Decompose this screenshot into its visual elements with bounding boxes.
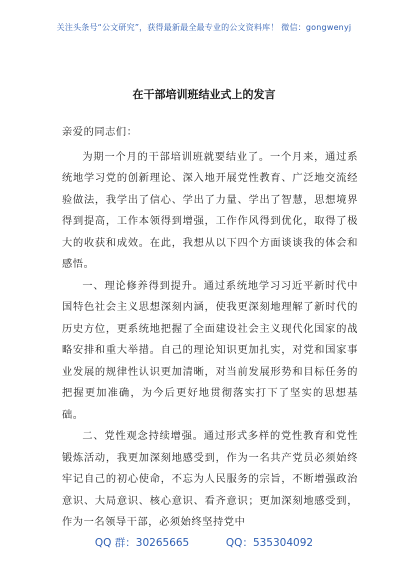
footer-qq-group: QQ 群：30265665 xyxy=(94,537,190,549)
document-body xyxy=(62,122,358,534)
paragraph-intro: 为期一个月的干部培训班就要结业了。一个月来，通过系统地学习党的创新理论、深入地开展党性教育、广泛地交流经验做法，我学出了信心、学出了力量、学出了智慧，思想境界得到提高，工作本领得到增强，工作作风得到优化，取得了极大的收获和成效。在此，我想从以下四个方面谈谈我的体会和感悟。 xyxy=(62,151,358,270)
footer-contact xyxy=(0,535,408,550)
salutation: 亲爱的同志们： xyxy=(62,127,138,138)
footer-qq: QQ：535304092 xyxy=(225,537,314,549)
header-banner: 关注头条号“公文研究”，获得最新最全最专业的公文资料库！ 微信：gongwenyj xyxy=(56,23,352,32)
paragraph-theory: 一、理论修养得到提升。通过系统地学习习近平新时代中国特色社会主义思想深刻内涵，使我更深刻地理解了新时代的历史方位，更系统地把握了全面建设社会主义现代化国家的战略安排和重大举措。自己的理论知识更加扎实，对党和国家事业发展的规律性认识更加清晰，对当前发展形势和目标任务的把握更加准确，为今后更好地贯彻落实打下了坚实的思想基础。 xyxy=(62,280,358,421)
paragraph-party-spirit: 二、党性观念持续增强。通过形式多样的党性教育和党性锻炼活动，我更加深刻地感受到，作为一名共产党员必须始终牢记自己的初心使命，不忘为人民服务的宗旨，不断增强政治意识、大局意识、核心意识、看齐意识；更加深刻地感受到，作为一名领导干部，必须始终坚持党中 xyxy=(62,431,358,528)
document-title: 在干部培训班结业式上的发言 xyxy=(132,88,276,101)
